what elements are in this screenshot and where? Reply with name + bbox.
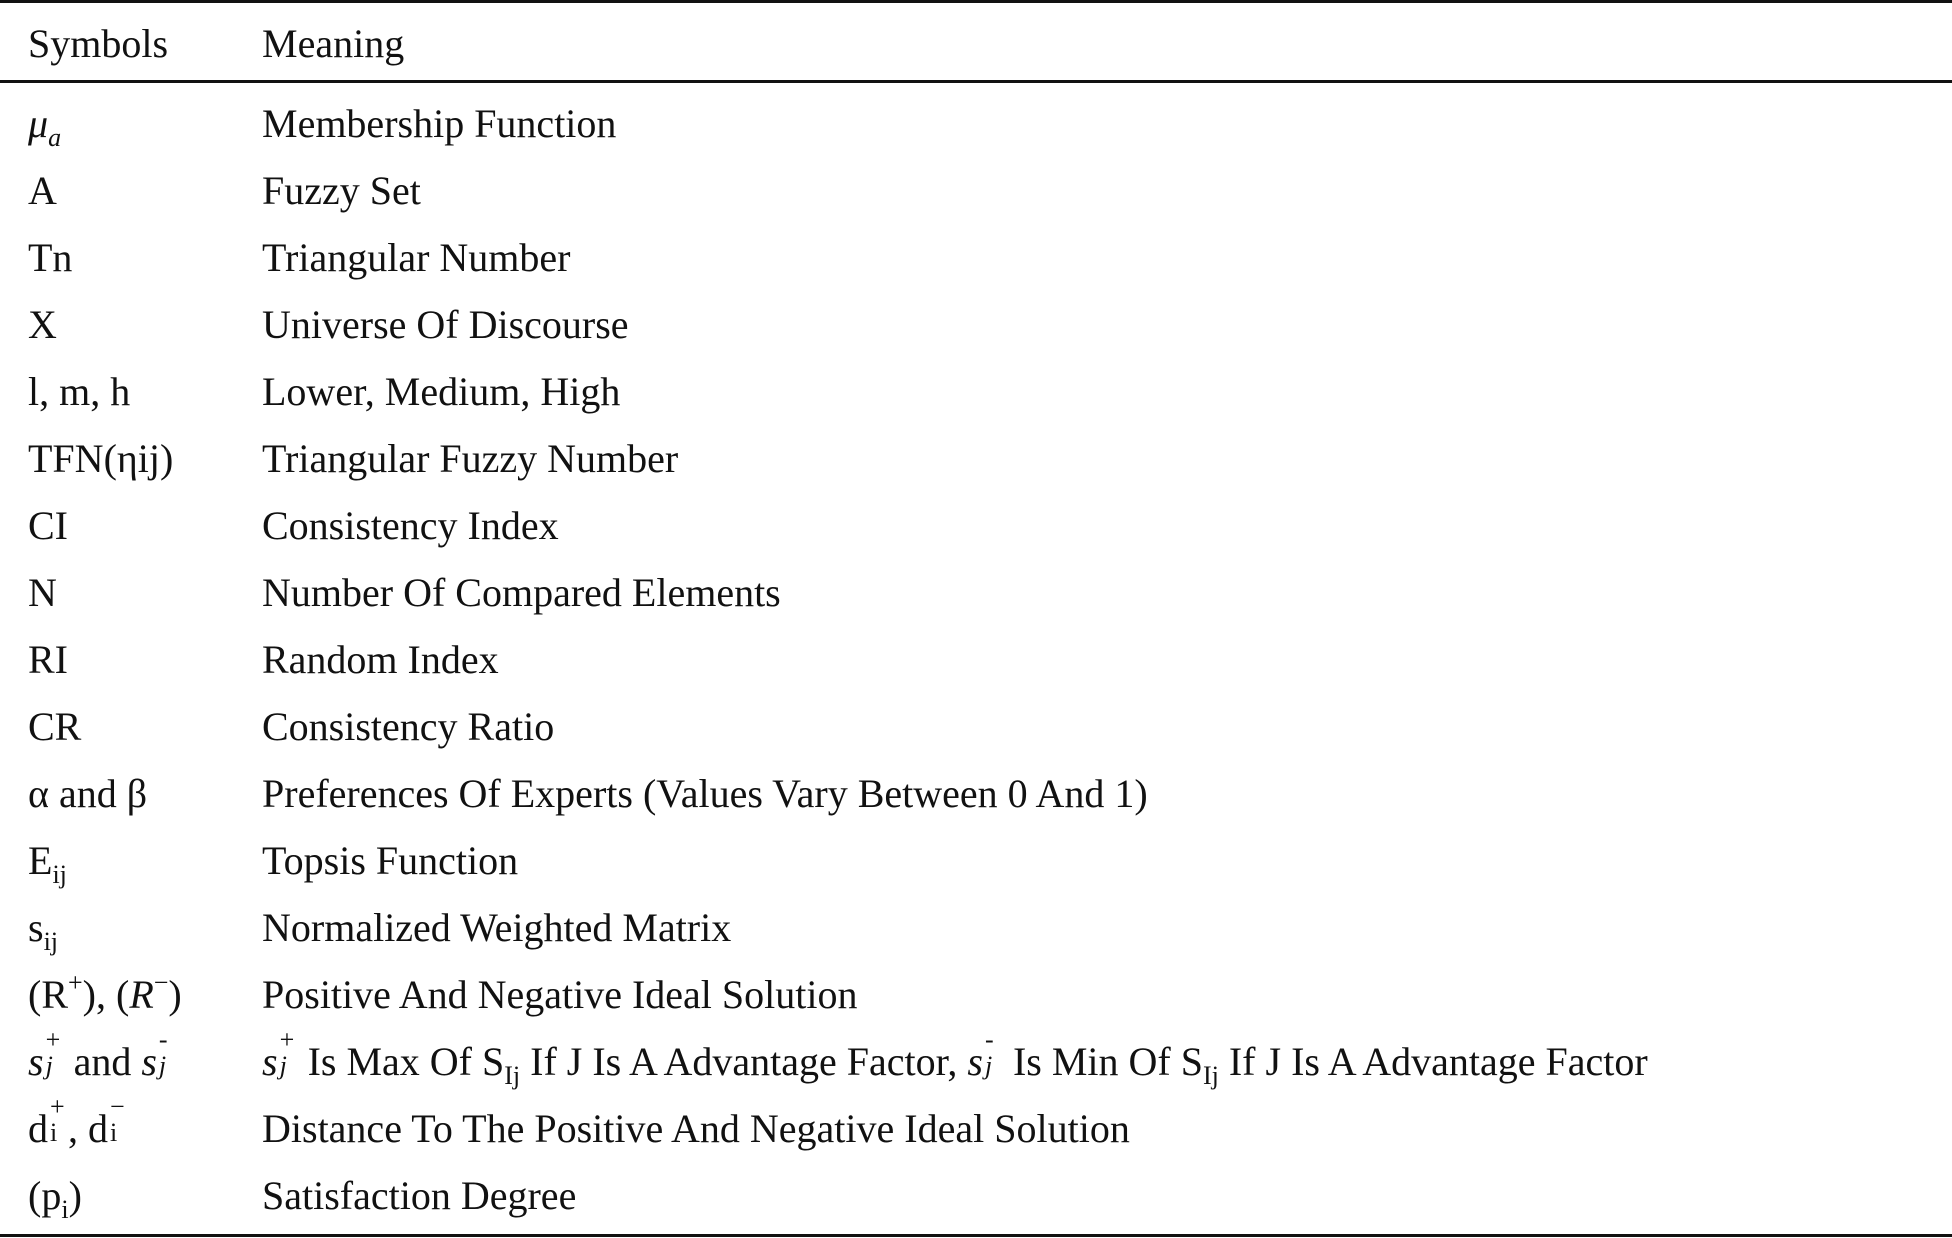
meaning-script-stack: [983, 1025, 1003, 1080]
symbol-subscript: ij: [43, 927, 59, 956]
table-row: [0, 90, 1952, 157]
meaning-cell: Consistency Ratio: [262, 704, 555, 749]
symbol-cell: [28, 827, 67, 894]
symbol-text: (R: [28, 972, 68, 1017]
table-row: [0, 1025, 1952, 1095]
symbol-base: E: [28, 838, 53, 883]
symbol-superscript: −: [153, 968, 169, 997]
table-header-row: [0, 10, 1952, 77]
symbol-text: R: [129, 972, 154, 1017]
symbol-cell: RI: [28, 637, 68, 682]
symbol-subscript: j: [45, 1051, 53, 1080]
symbol-text: , d: [68, 1106, 108, 1151]
symbol-subscript: a: [48, 123, 62, 152]
symbol-superscript: -: [158, 1025, 168, 1054]
meaning-cell: Triangular Fuzzy Number: [262, 436, 679, 481]
meaning-subscript: Ij: [504, 1061, 521, 1090]
symbol-cell: CR: [28, 704, 82, 749]
symbol-superscript: +: [50, 1092, 65, 1121]
meaning-text: s: [262, 1039, 278, 1084]
meaning-subscript: j: [279, 1051, 287, 1080]
symbol-cell: [28, 961, 182, 1028]
symbol-base: s: [28, 905, 44, 950]
symbol-text: (p: [28, 1173, 62, 1218]
table-row: [0, 894, 1952, 961]
table-row: [0, 291, 1952, 358]
symbol-cell: [28, 1092, 128, 1162]
meaning-cell: Preferences Of Experts (Values Vary Between 0 And 1): [262, 771, 1148, 816]
symbol-subscript: i: [110, 1118, 118, 1147]
symbol-cell: Tn: [28, 235, 73, 280]
symbol-subscript: i: [50, 1118, 58, 1147]
symbol-script-stack: [108, 1092, 128, 1147]
table-row: [0, 224, 1952, 291]
meaning-cell: Distance To The Positive And Negative Ideal Solution: [262, 1106, 1130, 1151]
table-row: [0, 1162, 1952, 1229]
meaning-superscript: +: [279, 1025, 295, 1054]
meaning-cell: Lower, Medium, High: [262, 369, 621, 414]
meaning-cell: Number Of Compared Elements: [262, 570, 781, 615]
symbol-cell: N: [28, 570, 57, 615]
table-top-rule: [0, 0, 1952, 3]
symbol-subscript: j: [158, 1051, 167, 1080]
table-row: [0, 961, 1952, 1028]
header-meaning: Meaning: [262, 21, 405, 66]
meaning-cell: Positive And Negative Ideal Solution: [262, 972, 858, 1017]
symbol-cell: [28, 894, 58, 961]
meaning-text: If J Is A Advantage Factor: [1218, 1039, 1648, 1084]
symbol-subscript: i: [61, 1195, 69, 1224]
symbol-cell: α and β: [28, 771, 148, 816]
meaning-cell: Satisfaction Degree: [262, 1173, 577, 1218]
meaning-cell: [262, 1025, 1648, 1095]
symbol-script-stack: [157, 1025, 177, 1080]
meaning-text: s: [967, 1039, 983, 1084]
meaning-cell: Triangular Number: [262, 235, 571, 280]
symbol-text: s: [28, 1039, 44, 1084]
meaning-cell: Consistency Index: [262, 503, 559, 548]
table-row: [0, 492, 1952, 559]
table-row: [0, 559, 1952, 626]
table-row: [0, 693, 1952, 760]
table-row: [0, 157, 1952, 224]
symbol-superscript: −: [110, 1092, 125, 1121]
table-header-rule: [0, 80, 1952, 83]
symbol-cell: CI: [28, 503, 68, 548]
symbol-cell: TFN(ηij): [28, 436, 174, 481]
meaning-text: If J Is A Advantage Factor,: [520, 1039, 968, 1084]
symbol-subscript: ij: [52, 860, 67, 889]
symbol-superscript: +: [68, 968, 83, 997]
symbol-cell: [28, 90, 61, 157]
symbol-cell: l, m, h: [28, 369, 131, 414]
symbol-text: ): [168, 972, 182, 1017]
symbol-cell: X: [28, 302, 57, 347]
symbol-cell: [28, 1025, 177, 1095]
symbol-text: s: [141, 1039, 157, 1084]
table-row: [0, 827, 1952, 894]
symbol-script-stack: [48, 1092, 68, 1147]
meaning-cell: Normalized Weighted Matrix: [262, 905, 732, 950]
meaning-cell: Membership Function: [262, 101, 617, 146]
table-row: [0, 1092, 1952, 1162]
symbol-script-stack: [44, 1025, 64, 1080]
symbol-cell: [28, 1162, 82, 1229]
symbol-base: μ: [28, 101, 49, 146]
symbol-text: d: [28, 1106, 48, 1151]
header-symbols: Symbols: [28, 21, 169, 66]
meaning-subscript: Ij: [1202, 1061, 1219, 1090]
table-row: [0, 358, 1952, 425]
table-row: [0, 425, 1952, 492]
table-bottom-rule: [0, 1234, 1952, 1237]
meaning-text: Is Min Of S: [1002, 1039, 1203, 1084]
table-row: [0, 626, 1952, 693]
symbol-text: and: [63, 1039, 142, 1084]
meaning-subscript: j: [984, 1051, 993, 1080]
meaning-cell: Universe Of Discourse: [262, 302, 629, 347]
meaning-cell: Random Index: [262, 637, 499, 682]
symbol-text: ): [68, 1173, 82, 1218]
meaning-cell: Topsis Function: [262, 838, 519, 883]
symbol-text: ), (: [82, 972, 130, 1017]
symbol-superscript: +: [45, 1025, 61, 1054]
symbol-cell: A: [28, 168, 57, 213]
meaning-script-stack: [278, 1025, 298, 1080]
table-row: [0, 760, 1952, 827]
meaning-superscript: -: [984, 1025, 994, 1054]
meaning-cell: Fuzzy Set: [262, 168, 421, 213]
meaning-text: Is Max Of S: [297, 1039, 505, 1084]
